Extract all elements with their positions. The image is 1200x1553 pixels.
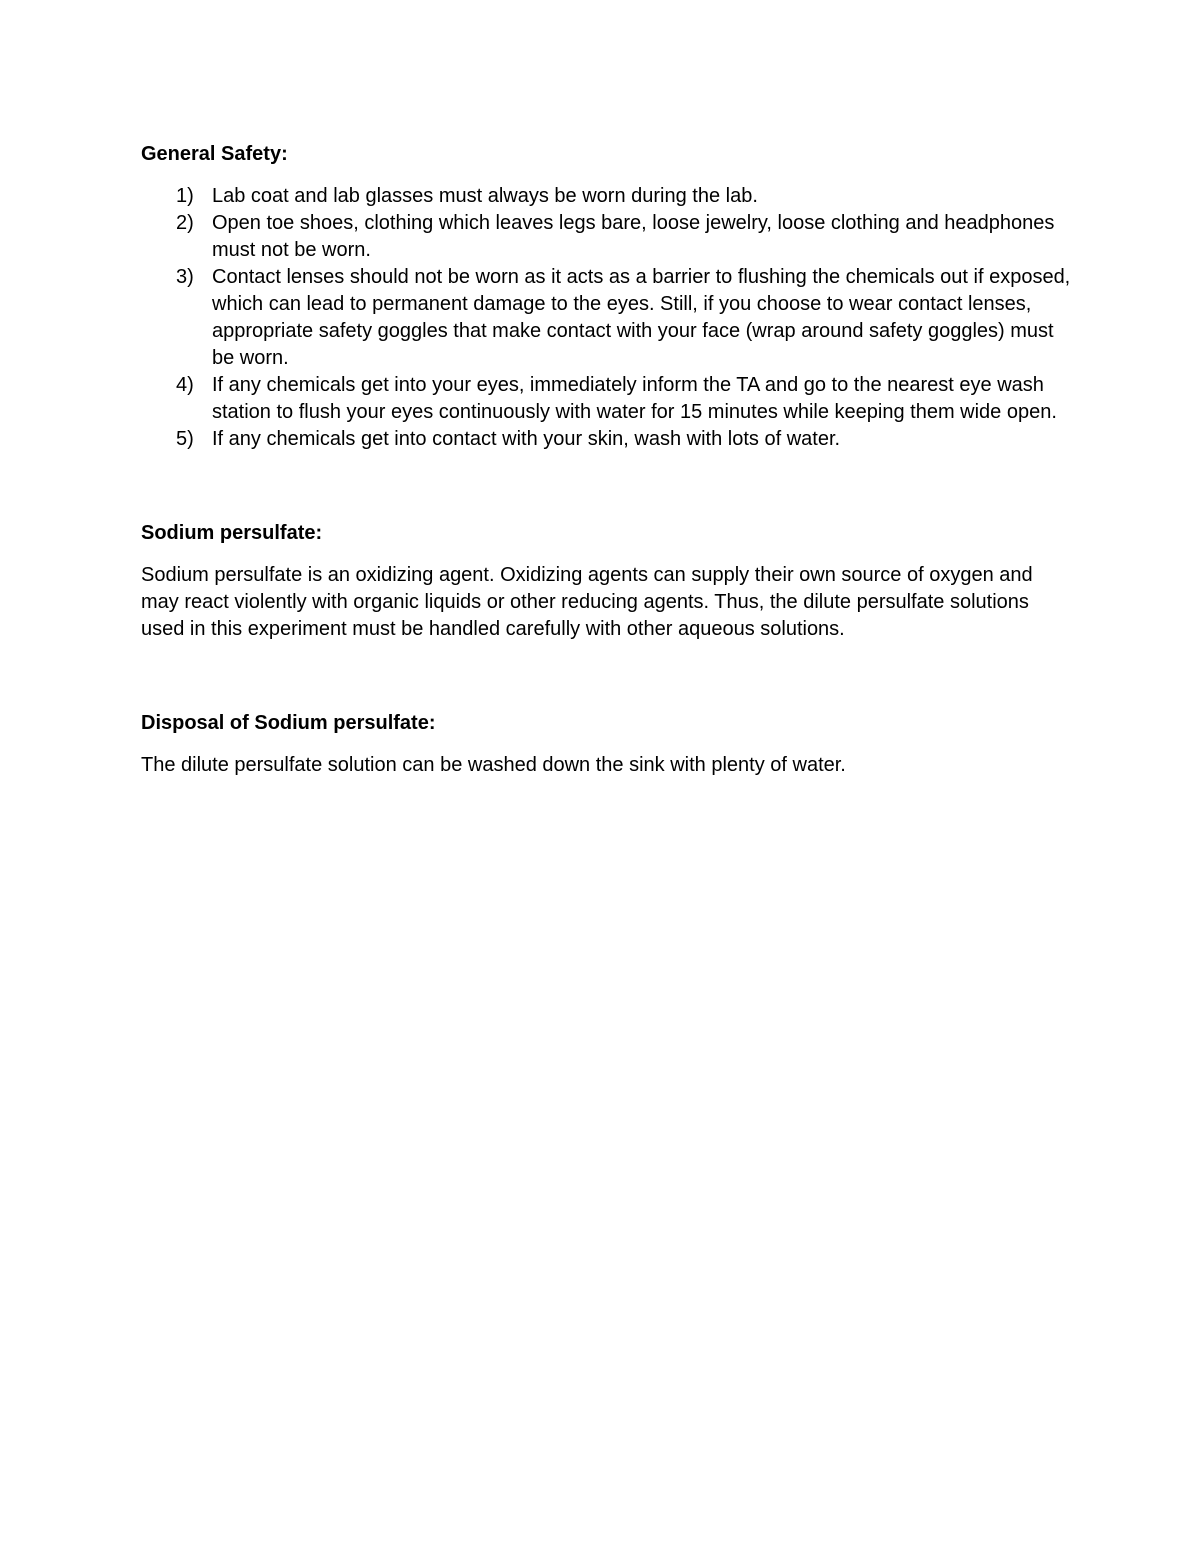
general-safety-list bbox=[141, 183, 1071, 453]
general-safety-heading: General Safety: bbox=[141, 143, 288, 165]
disposal-heading: Disposal of Sodium persulfate: bbox=[141, 712, 436, 734]
list-item-text: If any chemicals get into your eyes, immediately inform the TA and go to the nearest eye wash station to flush your eyes continuously with water for 15 minutes while keeping them wide open. bbox=[212, 374, 1057, 423]
list-item bbox=[141, 372, 1071, 426]
disposal-paragraph: The dilute persulfate solution can be washed down the sink with plenty of water. bbox=[141, 754, 846, 776]
list-item-number: 3) bbox=[176, 266, 194, 288]
list-item bbox=[141, 426, 1071, 453]
list-item-text: Open toe shoes, clothing which leaves legs bare, loose jewelry, loose clothing and headphones must not be worn. bbox=[212, 212, 1055, 261]
list-item-number: 4) bbox=[176, 374, 194, 396]
general-safety-section bbox=[141, 141, 1071, 453]
document-content bbox=[141, 141, 1071, 779]
list-item bbox=[141, 264, 1071, 372]
list-item-number: 5) bbox=[176, 428, 194, 450]
list-item bbox=[141, 183, 1071, 210]
sodium-persulfate-section bbox=[141, 520, 1071, 643]
list-item-number: 1) bbox=[176, 185, 194, 207]
sodium-persulfate-heading: Sodium persulfate: bbox=[141, 522, 323, 544]
list-item-number: 2) bbox=[176, 212, 194, 234]
disposal-section bbox=[141, 710, 1071, 779]
list-item-text: Contact lenses should not be worn as it acts as a barrier to flushing the chemicals out if exposed, which can lead to permanent damage to the eyes. Still, if you choose to wear contact lenses, appropriate safety goggles that make contact with your face (wrap around safety goggles) must be worn. bbox=[212, 266, 1071, 369]
sodium-persulfate-paragraph: Sodium persulfate is an oxidizing agent. Oxidizing agents can supply their own source of oxygen and may react violently with organic liquids or other reducing agents. Thus, the dilute persulfate solutions used in this experiment must be handled carefully with other aqueous solutions. bbox=[141, 564, 1033, 640]
list-item-text: If any chemicals get into contact with your skin, wash with lots of water. bbox=[212, 428, 841, 450]
list-item-text: Lab coat and lab glasses must always be worn during the lab. bbox=[212, 185, 758, 207]
list-item bbox=[141, 210, 1071, 264]
